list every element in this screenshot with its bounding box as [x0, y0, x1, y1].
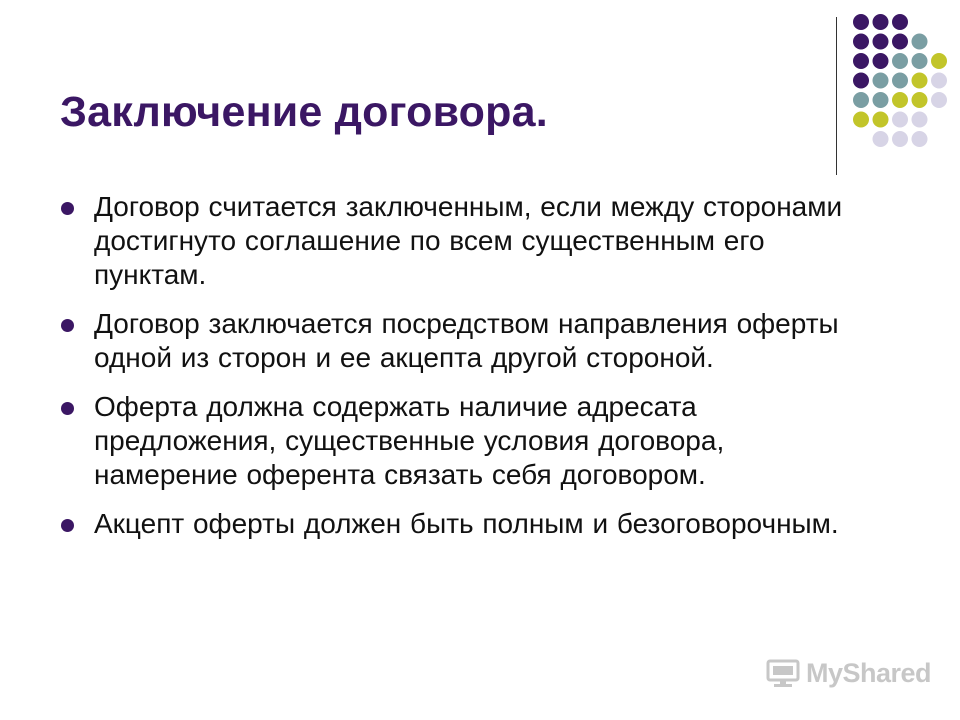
- bullet-item: [60, 307, 860, 375]
- monitor-icon: [766, 658, 800, 688]
- decorative-dot: [873, 14, 889, 30]
- decorative-dot: [912, 53, 928, 69]
- decorative-dot: [892, 112, 908, 128]
- decorative-dot: [853, 92, 869, 108]
- bullet-item: [60, 507, 860, 541]
- decorative-dot: [892, 34, 908, 50]
- bullet-dot-icon: [61, 202, 74, 215]
- decorative-dot: [873, 131, 889, 147]
- decorative-dot: [931, 92, 947, 108]
- decorative-dot: [931, 73, 947, 89]
- bullet-text: Акцепт оферты должен быть полным и безоговорочным.: [94, 508, 839, 539]
- decorative-dot: [912, 92, 928, 108]
- watermark-text: MyShared: [806, 657, 932, 688]
- decorative-dot: [892, 131, 908, 147]
- decorative-dot: [873, 92, 889, 108]
- bullet-item: [60, 390, 860, 492]
- bullet-dot-icon: [61, 319, 74, 332]
- bullet-dot-icon: [61, 519, 74, 532]
- bullet-item: [60, 190, 860, 292]
- decorative-dot: [873, 73, 889, 89]
- decorative-dot: [931, 53, 947, 69]
- bullet-text: Договор заключается посредством направления оферты одной из сторон и ее акцепта другой стороной.: [94, 308, 839, 373]
- decorative-dot: [892, 53, 908, 69]
- watermark-logo: [766, 656, 931, 690]
- decorative-dot: [912, 34, 928, 50]
- bullet-text: Договор считается заключенным, если между сторонами достигнуто соглашение по всем существенным его пунктам.: [94, 191, 843, 290]
- decorative-dot: [873, 112, 889, 128]
- decorative-dot: [853, 53, 869, 69]
- decorative-dot: [873, 34, 889, 50]
- decorative-vertical-line: [836, 17, 837, 175]
- slide-title: Заключение договора.: [60, 88, 548, 136]
- decorative-dot: [853, 112, 869, 128]
- decorative-dot: [853, 34, 869, 50]
- bullet-text: Оферта должна содержать наличие адресата предложения, существенные условия договора, намерение оферента связать себя договором.: [94, 391, 725, 490]
- decorative-dot: [892, 14, 908, 30]
- decorative-dot: [912, 112, 928, 128]
- decorative-dot: [873, 53, 889, 69]
- decorative-dot: [892, 73, 908, 89]
- bullet-list: [60, 190, 860, 556]
- decorative-dot: [912, 131, 928, 147]
- decorative-dot: [853, 73, 869, 89]
- decorative-dot: [912, 73, 928, 89]
- bullet-dot-icon: [61, 402, 74, 415]
- decorative-dot: [892, 92, 908, 108]
- decorative-dot: [853, 14, 869, 30]
